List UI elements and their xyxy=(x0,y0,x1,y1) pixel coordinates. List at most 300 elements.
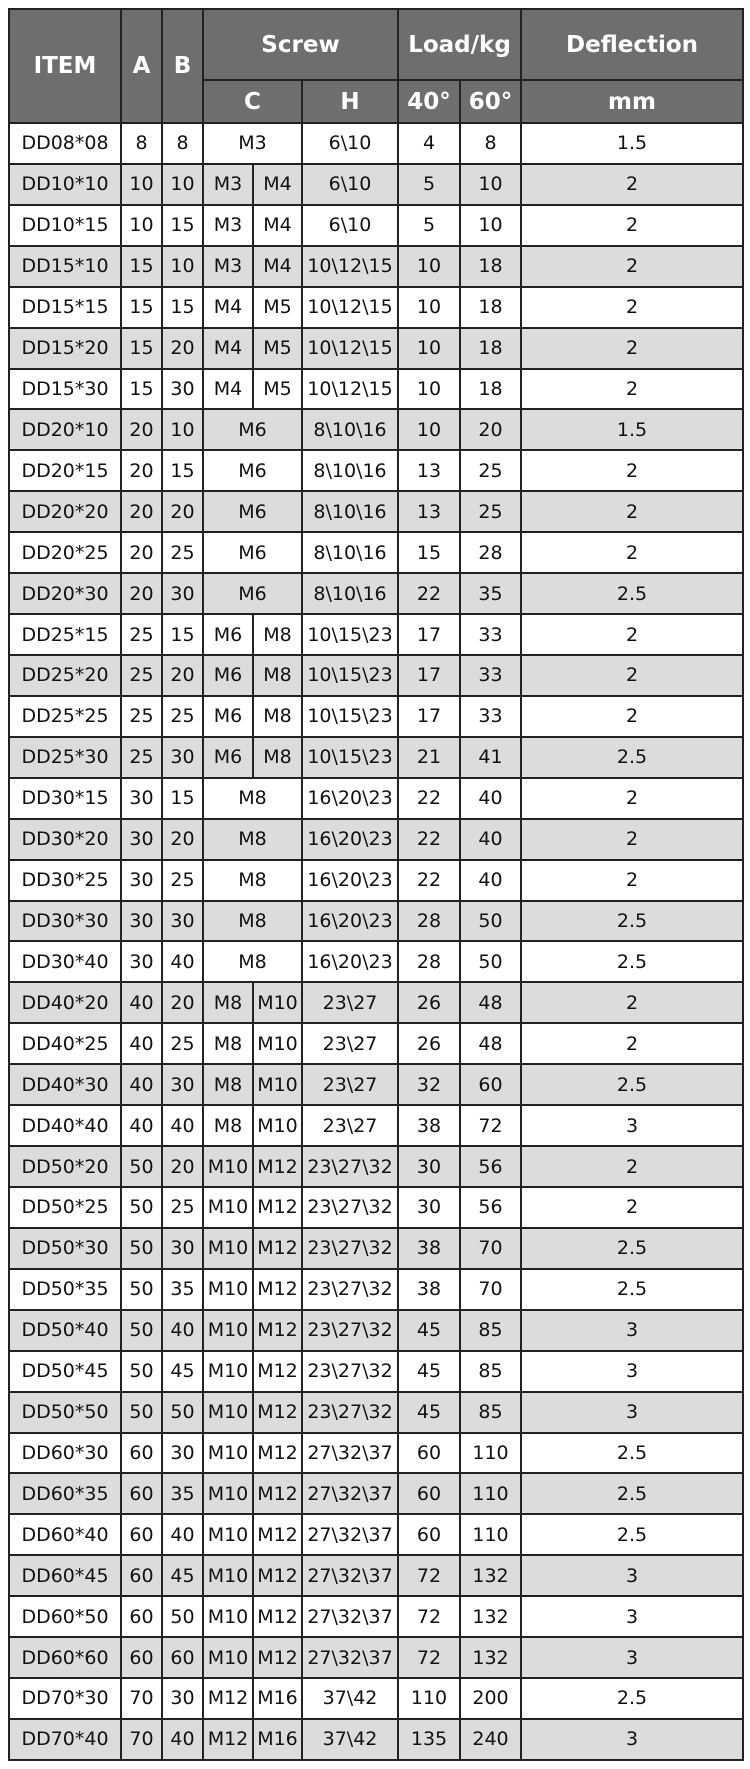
cell-b: 15 xyxy=(162,450,203,491)
cell-deflection: 3 xyxy=(521,1637,743,1678)
cell-deflection: 2 xyxy=(521,655,743,696)
cell-screw-c2: M4 xyxy=(253,246,302,287)
cell-screw-h: 23\27\32 xyxy=(302,1269,398,1310)
cell-item: DD50*45 xyxy=(9,1351,121,1392)
cell-screw-c: M8 xyxy=(203,860,302,901)
cell-screw-c2: M5 xyxy=(253,328,302,369)
cell-load-60: 28 xyxy=(460,532,521,573)
cell-screw-c1: M6 xyxy=(203,655,253,696)
cell-item: DD70*30 xyxy=(9,1678,121,1719)
cell-a: 20 xyxy=(121,491,162,532)
table-row xyxy=(9,205,743,246)
cell-screw-c1: M6 xyxy=(203,614,253,655)
cell-deflection: 2 xyxy=(521,1023,743,1064)
table-row xyxy=(9,1146,743,1187)
cell-screw-h: 23\27 xyxy=(302,1064,398,1105)
cell-deflection: 2 xyxy=(521,450,743,491)
cell-item: DD20*25 xyxy=(9,532,121,573)
cell-a: 40 xyxy=(121,1105,162,1146)
cell-screw-h: 37\42 xyxy=(302,1678,398,1719)
cell-screw-h: 16\20\23 xyxy=(302,901,398,942)
table-row xyxy=(9,491,743,532)
table-row xyxy=(9,982,743,1023)
header-row-top xyxy=(9,9,743,80)
cell-screw-h: 10\15\23 xyxy=(302,737,398,778)
cell-screw-c1: M12 xyxy=(203,1719,253,1760)
cell-item: DD40*25 xyxy=(9,1023,121,1064)
cell-screw-c: M8 xyxy=(203,819,302,860)
cell-screw-c2: M10 xyxy=(253,1105,302,1146)
cell-load-60: 110 xyxy=(460,1433,521,1474)
cell-a: 25 xyxy=(121,614,162,655)
cell-a: 40 xyxy=(121,982,162,1023)
cell-item: DD30*15 xyxy=(9,778,121,819)
cell-b: 15 xyxy=(162,205,203,246)
cell-load-60: 132 xyxy=(460,1555,521,1596)
cell-screw-c1: M10 xyxy=(203,1351,253,1392)
cell-load-60: 50 xyxy=(460,941,521,982)
cell-deflection: 2.5 xyxy=(521,1433,743,1474)
cell-screw-c2: M16 xyxy=(253,1719,302,1760)
cell-load-40: 21 xyxy=(398,737,460,778)
cell-deflection: 2 xyxy=(521,369,743,410)
cell-a: 70 xyxy=(121,1678,162,1719)
cell-load-60: 40 xyxy=(460,778,521,819)
cell-load-40: 72 xyxy=(398,1555,460,1596)
cell-load-40: 22 xyxy=(398,819,460,860)
cell-screw-c2: M16 xyxy=(253,1678,302,1719)
cell-screw-c1: M8 xyxy=(203,1064,253,1105)
cell-screw-h: 23\27\32 xyxy=(302,1228,398,1269)
cell-screw-c1: M10 xyxy=(203,1310,253,1351)
cell-screw-c2: M12 xyxy=(253,1351,302,1392)
cell-screw-c2: M10 xyxy=(253,1064,302,1105)
cell-a: 60 xyxy=(121,1473,162,1514)
cell-load-40: 10 xyxy=(398,246,460,287)
cell-screw-h: 27\32\37 xyxy=(302,1473,398,1514)
cell-deflection: 1.5 xyxy=(521,409,743,450)
cell-load-60: 70 xyxy=(460,1228,521,1269)
cell-a: 50 xyxy=(121,1310,162,1351)
cell-load-40: 10 xyxy=(398,328,460,369)
cell-screw-h: 16\20\23 xyxy=(302,778,398,819)
cell-screw-h: 23\27\32 xyxy=(302,1392,398,1433)
cell-item: DD60*45 xyxy=(9,1555,121,1596)
cell-item: DD10*15 xyxy=(9,205,121,246)
cell-screw-h: 27\32\37 xyxy=(302,1596,398,1637)
cell-screw-c2: M12 xyxy=(253,1228,302,1269)
cell-load-60: 10 xyxy=(460,205,521,246)
cell-screw-c1: M10 xyxy=(203,1146,253,1187)
cell-screw-h: 10\15\23 xyxy=(302,655,398,696)
cell-a: 30 xyxy=(121,941,162,982)
cell-load-40: 72 xyxy=(398,1637,460,1678)
cell-load-40: 13 xyxy=(398,491,460,532)
cell-item: DD50*50 xyxy=(9,1392,121,1433)
cell-load-40: 45 xyxy=(398,1351,460,1392)
cell-screw-h: 23\27\32 xyxy=(302,1187,398,1228)
table-row xyxy=(9,573,743,614)
cell-screw-h: 10\12\15 xyxy=(302,369,398,410)
cell-load-40: 28 xyxy=(398,901,460,942)
cell-screw-h: 23\27\32 xyxy=(302,1351,398,1392)
cell-deflection: 2.5 xyxy=(521,737,743,778)
cell-a: 15 xyxy=(121,369,162,410)
cell-b: 25 xyxy=(162,532,203,573)
cell-a: 50 xyxy=(121,1392,162,1433)
cell-item: DD20*30 xyxy=(9,573,121,614)
cell-screw-c1: M10 xyxy=(203,1228,253,1269)
cell-screw-c2: M8 xyxy=(253,655,302,696)
cell-screw-c2: M12 xyxy=(253,1473,302,1514)
cell-load-40: 22 xyxy=(398,573,460,614)
cell-a: 8 xyxy=(121,123,162,164)
cell-a: 50 xyxy=(121,1269,162,1310)
cell-b: 8 xyxy=(162,123,203,164)
cell-a: 50 xyxy=(121,1187,162,1228)
cell-deflection: 2 xyxy=(521,164,743,205)
cell-a: 30 xyxy=(121,901,162,942)
table-row xyxy=(9,1637,743,1678)
table-row xyxy=(9,1310,743,1351)
table-row xyxy=(9,737,743,778)
cell-screw-h: 23\27 xyxy=(302,1023,398,1064)
cell-screw-c1: M4 xyxy=(203,328,253,369)
cell-load-40: 15 xyxy=(398,532,460,573)
cell-b: 20 xyxy=(162,819,203,860)
cell-screw-h: 23\27 xyxy=(302,1105,398,1146)
cell-item: DD60*35 xyxy=(9,1473,121,1514)
cell-load-40: 45 xyxy=(398,1392,460,1433)
cell-b: 30 xyxy=(162,573,203,614)
cell-screw-h: 6\10 xyxy=(302,205,398,246)
table-row xyxy=(9,1433,743,1474)
table-row xyxy=(9,328,743,369)
cell-load-60: 18 xyxy=(460,369,521,410)
table-row xyxy=(9,123,743,164)
cell-load-40: 28 xyxy=(398,941,460,982)
cell-screw-c1: M10 xyxy=(203,1187,253,1228)
header-b: B xyxy=(162,9,203,123)
cell-load-40: 10 xyxy=(398,369,460,410)
cell-load-60: 40 xyxy=(460,860,521,901)
cell-load-60: 85 xyxy=(460,1351,521,1392)
table-row xyxy=(9,819,743,860)
cell-deflection: 2.5 xyxy=(521,573,743,614)
table-row xyxy=(9,1596,743,1637)
cell-b: 30 xyxy=(162,1433,203,1474)
cell-screw-c1: M10 xyxy=(203,1269,253,1310)
cell-screw-c1: M10 xyxy=(203,1392,253,1433)
cell-load-40: 17 xyxy=(398,696,460,737)
cell-load-40: 110 xyxy=(398,1678,460,1719)
cell-load-40: 17 xyxy=(398,614,460,655)
cell-deflection: 2 xyxy=(521,778,743,819)
cell-screw-c1: M6 xyxy=(203,737,253,778)
cell-screw-c1: M10 xyxy=(203,1514,253,1555)
cell-load-40: 38 xyxy=(398,1228,460,1269)
cell-a: 30 xyxy=(121,819,162,860)
cell-item: DD20*10 xyxy=(9,409,121,450)
cell-item: DD30*30 xyxy=(9,901,121,942)
table-row xyxy=(9,655,743,696)
cell-screw-c1: M10 xyxy=(203,1473,253,1514)
cell-item: DD15*10 xyxy=(9,246,121,287)
cell-load-60: 60 xyxy=(460,1064,521,1105)
cell-screw-h: 10\15\23 xyxy=(302,614,398,655)
cell-deflection: 3 xyxy=(521,1351,743,1392)
cell-load-40: 135 xyxy=(398,1719,460,1760)
cell-screw-c2: M8 xyxy=(253,696,302,737)
cell-load-60: 72 xyxy=(460,1105,521,1146)
cell-item: DD30*25 xyxy=(9,860,121,901)
cell-load-60: 33 xyxy=(460,696,521,737)
cell-b: 45 xyxy=(162,1555,203,1596)
table-row xyxy=(9,1105,743,1146)
cell-b: 35 xyxy=(162,1269,203,1310)
cell-item: DD20*20 xyxy=(9,491,121,532)
cell-screw-h: 23\27\32 xyxy=(302,1146,398,1187)
cell-load-40: 10 xyxy=(398,409,460,450)
cell-load-60: 240 xyxy=(460,1719,521,1760)
cell-b: 20 xyxy=(162,982,203,1023)
cell-deflection: 2 xyxy=(521,246,743,287)
cell-deflection: 2 xyxy=(521,532,743,573)
cell-screw-c: M8 xyxy=(203,778,302,819)
header-deflection: Deflection xyxy=(521,9,743,80)
cell-screw-c2: M12 xyxy=(253,1392,302,1433)
cell-b: 35 xyxy=(162,1473,203,1514)
table-header xyxy=(9,9,743,123)
cell-b: 30 xyxy=(162,737,203,778)
cell-load-40: 4 xyxy=(398,123,460,164)
cell-load-60: 48 xyxy=(460,1023,521,1064)
cell-item: DD25*15 xyxy=(9,614,121,655)
cell-item: DD15*15 xyxy=(9,287,121,328)
table-row xyxy=(9,450,743,491)
cell-load-60: 132 xyxy=(460,1596,521,1637)
cell-screw-c2: M12 xyxy=(253,1596,302,1637)
cell-load-40: 5 xyxy=(398,164,460,205)
cell-a: 70 xyxy=(121,1719,162,1760)
table-row xyxy=(9,1473,743,1514)
cell-a: 15 xyxy=(121,287,162,328)
header-c: C xyxy=(203,80,302,123)
cell-screw-c2: M12 xyxy=(253,1514,302,1555)
cell-screw-c1: M3 xyxy=(203,205,253,246)
cell-screw-c1: M4 xyxy=(203,287,253,328)
cell-item: DD30*40 xyxy=(9,941,121,982)
cell-load-40: 5 xyxy=(398,205,460,246)
cell-load-60: 25 xyxy=(460,450,521,491)
cell-screw-c: M3 xyxy=(203,123,302,164)
table-row xyxy=(9,941,743,982)
cell-screw-c1: M3 xyxy=(203,164,253,205)
cell-item: DD10*10 xyxy=(9,164,121,205)
cell-deflection: 2.5 xyxy=(521,1228,743,1269)
cell-screw-c2: M12 xyxy=(253,1146,302,1187)
cell-item: DD25*20 xyxy=(9,655,121,696)
cell-deflection: 2 xyxy=(521,1187,743,1228)
cell-deflection: 2 xyxy=(521,982,743,1023)
cell-b: 20 xyxy=(162,1146,203,1187)
cell-load-60: 10 xyxy=(460,164,521,205)
cell-item: DD30*20 xyxy=(9,819,121,860)
cell-a: 15 xyxy=(121,328,162,369)
cell-screw-h: 8\10\16 xyxy=(302,409,398,450)
cell-load-60: 18 xyxy=(460,246,521,287)
cell-b: 40 xyxy=(162,941,203,982)
cell-screw-h: 6\10 xyxy=(302,164,398,205)
cell-screw-h: 27\32\37 xyxy=(302,1637,398,1678)
cell-a: 50 xyxy=(121,1146,162,1187)
cell-deflection: 2.5 xyxy=(521,1678,743,1719)
cell-screw-c1: M10 xyxy=(203,1433,253,1474)
cell-item: DD60*30 xyxy=(9,1433,121,1474)
cell-deflection: 2.5 xyxy=(521,901,743,942)
cell-b: 20 xyxy=(162,655,203,696)
cell-deflection: 3 xyxy=(521,1105,743,1146)
cell-screw-c1: M10 xyxy=(203,1555,253,1596)
cell-screw-h: 8\10\16 xyxy=(302,491,398,532)
cell-screw-c1: M4 xyxy=(203,369,253,410)
cell-load-40: 30 xyxy=(398,1146,460,1187)
table-row xyxy=(9,369,743,410)
cell-load-40: 17 xyxy=(398,655,460,696)
cell-screw-h: 8\10\16 xyxy=(302,450,398,491)
cell-screw-c1: M8 xyxy=(203,1023,253,1064)
cell-screw-c1: M10 xyxy=(203,1637,253,1678)
header-a: A xyxy=(121,9,162,123)
cell-screw-c: M6 xyxy=(203,532,302,573)
spec-table xyxy=(8,8,744,1761)
cell-a: 30 xyxy=(121,778,162,819)
table-row xyxy=(9,1555,743,1596)
cell-item: DD50*35 xyxy=(9,1269,121,1310)
cell-deflection: 2.5 xyxy=(521,1473,743,1514)
cell-screw-c2: M10 xyxy=(253,982,302,1023)
cell-a: 20 xyxy=(121,450,162,491)
cell-b: 10 xyxy=(162,246,203,287)
cell-deflection: 3 xyxy=(521,1596,743,1637)
cell-load-60: 48 xyxy=(460,982,521,1023)
cell-b: 25 xyxy=(162,1187,203,1228)
cell-b: 30 xyxy=(162,369,203,410)
cell-item: DD60*40 xyxy=(9,1514,121,1555)
cell-b: 10 xyxy=(162,164,203,205)
table-row xyxy=(9,860,743,901)
cell-load-60: 40 xyxy=(460,819,521,860)
table-row xyxy=(9,1678,743,1719)
cell-screw-h: 8\10\16 xyxy=(302,532,398,573)
cell-b: 50 xyxy=(162,1392,203,1433)
cell-item: DD20*15 xyxy=(9,450,121,491)
cell-screw-c: M6 xyxy=(203,573,302,614)
cell-item: DD60*50 xyxy=(9,1596,121,1637)
cell-load-60: 200 xyxy=(460,1678,521,1719)
cell-a: 25 xyxy=(121,655,162,696)
cell-a: 15 xyxy=(121,246,162,287)
cell-a: 10 xyxy=(121,164,162,205)
cell-item: DD70*40 xyxy=(9,1719,121,1760)
cell-load-60: 85 xyxy=(460,1392,521,1433)
cell-deflection: 2.5 xyxy=(521,1064,743,1105)
cell-b: 40 xyxy=(162,1310,203,1351)
cell-a: 60 xyxy=(121,1637,162,1678)
table-row xyxy=(9,778,743,819)
table-row xyxy=(9,1514,743,1555)
cell-a: 50 xyxy=(121,1228,162,1269)
cell-screw-c2: M12 xyxy=(253,1433,302,1474)
cell-load-40: 60 xyxy=(398,1473,460,1514)
cell-deflection: 2 xyxy=(521,696,743,737)
cell-load-60: 50 xyxy=(460,901,521,942)
table-row xyxy=(9,532,743,573)
cell-item: DD15*20 xyxy=(9,328,121,369)
table-row xyxy=(9,287,743,328)
cell-load-40: 32 xyxy=(398,1064,460,1105)
header-load: Load/kg xyxy=(398,9,521,80)
cell-item: DD50*25 xyxy=(9,1187,121,1228)
cell-screw-h: 16\20\23 xyxy=(302,941,398,982)
cell-screw-h: 10\12\15 xyxy=(302,328,398,369)
cell-load-60: 8 xyxy=(460,123,521,164)
cell-deflection: 2 xyxy=(521,287,743,328)
cell-screw-c1: M8 xyxy=(203,1105,253,1146)
cell-load-60: 70 xyxy=(460,1269,521,1310)
cell-b: 40 xyxy=(162,1105,203,1146)
cell-deflection: 3 xyxy=(521,1392,743,1433)
cell-item: DD40*30 xyxy=(9,1064,121,1105)
cell-screw-c2: M4 xyxy=(253,164,302,205)
cell-load-60: 110 xyxy=(460,1473,521,1514)
cell-b: 15 xyxy=(162,287,203,328)
cell-b: 15 xyxy=(162,614,203,655)
cell-load-60: 18 xyxy=(460,328,521,369)
cell-b: 15 xyxy=(162,778,203,819)
table-row xyxy=(9,1023,743,1064)
cell-b: 25 xyxy=(162,696,203,737)
table-row xyxy=(9,246,743,287)
cell-load-60: 132 xyxy=(460,1637,521,1678)
cell-screw-c2: M8 xyxy=(253,614,302,655)
cell-item: DD25*30 xyxy=(9,737,121,778)
cell-load-60: 85 xyxy=(460,1310,521,1351)
cell-load-60: 33 xyxy=(460,614,521,655)
cell-a: 40 xyxy=(121,1064,162,1105)
cell-deflection: 2 xyxy=(521,205,743,246)
cell-screw-c1: M6 xyxy=(203,696,253,737)
table-row xyxy=(9,1392,743,1433)
cell-deflection: 2.5 xyxy=(521,1514,743,1555)
cell-b: 30 xyxy=(162,901,203,942)
cell-b: 10 xyxy=(162,409,203,450)
cell-deflection: 3 xyxy=(521,1310,743,1351)
cell-screw-c2: M12 xyxy=(253,1555,302,1596)
cell-load-60: 110 xyxy=(460,1514,521,1555)
cell-load-60: 35 xyxy=(460,573,521,614)
cell-a: 25 xyxy=(121,737,162,778)
cell-a: 30 xyxy=(121,860,162,901)
table-row xyxy=(9,164,743,205)
cell-screw-c1: M12 xyxy=(203,1678,253,1719)
cell-load-40: 22 xyxy=(398,778,460,819)
cell-item: DD40*20 xyxy=(9,982,121,1023)
cell-load-40: 10 xyxy=(398,287,460,328)
cell-load-40: 60 xyxy=(398,1514,460,1555)
cell-screw-c: M8 xyxy=(203,901,302,942)
table-row xyxy=(9,1064,743,1105)
